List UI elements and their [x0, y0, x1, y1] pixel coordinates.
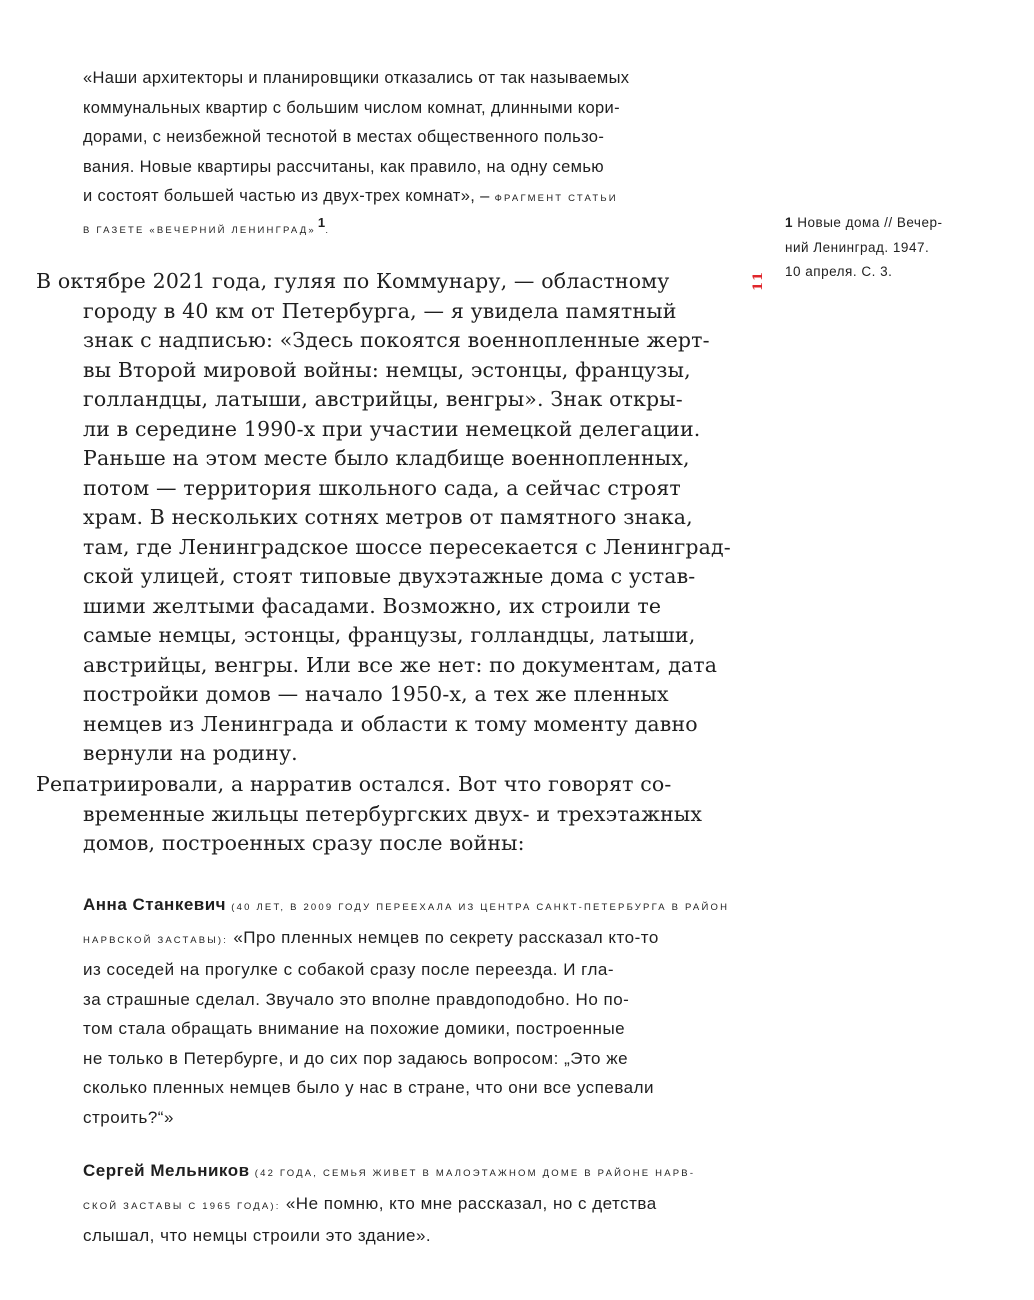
quote-text: «Не помню, кто мне рассказал, но с детства: [285, 1193, 657, 1213]
paragraph-line: знак с надписью: «Здесь покоятся военнопленные жерт-: [83, 328, 710, 352]
paragraph-line: австрийцы, венгры. Или все же нет: по документам, дата: [83, 652, 718, 677]
quote-line: строить?“»: [83, 1107, 174, 1127]
epigraph-quote: [83, 64, 743, 245]
speaker-bio: НАРВСКОЙ ЗАСТАВЫ):: [83, 934, 229, 946]
epigraph-line: [83, 214, 743, 246]
footnote-sidenote: [785, 211, 985, 285]
speaker-bio: (40 ЛЕТ, В 2009 ГОДУ ПЕРЕЕХАЛА ИЗ ЦЕНТРА САНКТ-ПЕТЕРБУРГА В РАЙОН: [231, 902, 730, 913]
quote-line: за страшные сделал. Звучало это вполне правдоподобно. Но по-: [83, 989, 630, 1009]
page-number: 11: [751, 270, 766, 291]
epigraph-line: коммунальных квартир с большим числом комнат, длинными кори-: [83, 98, 620, 117]
paragraph-line: постройки домов — начало 1950-х, а тех же пленных: [83, 682, 669, 706]
body-paragraph: [36, 770, 756, 859]
paragraph-line: немцев из Ленинграда и области к тому моменту давно: [83, 711, 698, 736]
quote-line: не только в Петербурге, и до сих пор задаюсь вопросом: „Это же: [83, 1048, 629, 1068]
epigraph-source: ФРАГМЕНТ СТАТЬИ: [494, 193, 618, 204]
paragraph-line: В октябре 2021 года, гуляя по Коммунару, — областному: [36, 269, 670, 293]
paragraph-line: Раньше на этом месте было кладбище военнопленных,: [83, 446, 690, 470]
paragraph-line: вы Второй мировой войны: немцы, эстонцы, французы,: [83, 357, 691, 382]
paragraph-line: потом — территория школьного сада, а сейчас строят: [83, 475, 681, 500]
footnote-number: 1: [785, 215, 794, 230]
footnote-line: 10 апреля. С. 3.: [785, 264, 893, 279]
epigraph-line: дорами, с неизбежной теснотой в местах общественного пользо-: [83, 128, 605, 146]
epigraph-line: вания. Новые квартиры рассчитаны, как правило, на одну семью: [83, 157, 605, 176]
paragraph-line: ли в середине 1990-х при участии немецкой делегации.: [83, 416, 701, 441]
quote-line: том стала обращать внимание на похожие домики, построенные: [83, 1019, 626, 1038]
epigraph-period: .: [325, 224, 331, 236]
paragraph-line: временные жильцы петербургских двух- и трехэтажных: [83, 801, 703, 826]
paragraph-line: самые немцы, эстонцы, французы, голландцы, латыши,: [83, 623, 696, 647]
paragraph-line: шими желтыми фасадами. Возможно, их строили те: [83, 593, 662, 618]
epigraph-line: «Наши архитекторы и планировщики отказались от так называемых: [83, 69, 630, 87]
epigraph-source: В ГАЗЕТЕ «ВЕЧЕРНИЙ ЛЕНИНГРАД»: [83, 224, 316, 236]
speaker-bio: СКОЙ ЗАСТАВЫ С 1965 ГОДА):: [83, 1200, 281, 1212]
footnote-line: [785, 211, 985, 236]
quote-line: [83, 1156, 763, 1189]
footnote-reference[interactable]: 1: [317, 214, 326, 230]
paragraph-line: там, где Ленинградское шоссе пересекается с Ленинград-: [83, 534, 731, 559]
body-paragraph: [36, 267, 756, 769]
paragraph-line: городу в 40 км от Петербурга, — я увидела памятный: [83, 298, 677, 323]
quote-line: [83, 890, 763, 923]
interview-quote: [83, 1156, 763, 1251]
footnote-text: Новые дома // Вечер-: [797, 215, 943, 230]
quote-line: из соседей на прогулке с собакой сразу после переезда. И гла-: [83, 960, 615, 979]
epigraph-text: и состоят большей частью из двух-трех комнат», –: [83, 187, 490, 205]
paragraph-line: голландцы, латыши, австрийцы, венгры». Знак откры-: [83, 387, 683, 411]
quote-line: [83, 923, 763, 956]
quote-line: слышал, что немцы строили это здание».: [83, 1226, 432, 1245]
paragraph-line: Репатриировали, а нарратив остался. Вот что говорят со-: [36, 772, 672, 796]
speaker-bio: (42 ГОДА, СЕМЬЯ ЖИВЕТ В МАЛОЭТАЖНОМ ДОМЕ В РАЙОНЕ НАРВ-: [254, 1168, 696, 1179]
quote-text: «Про пленных немцев по секрету рассказал кто-то: [233, 927, 659, 947]
speaker-name: Сергей Мельников: [83, 1161, 250, 1180]
paragraph-line: вернули на родину.: [83, 741, 298, 765]
quote-line: сколько пленных немцев было у нас в стране, что они все успевали: [83, 1078, 655, 1097]
quote-line: [83, 1189, 763, 1222]
paragraph-line: храм. В нескольких сотнях метров от памятного знака,: [83, 505, 693, 529]
speaker-name: Анна Станкевич: [83, 895, 227, 914]
interview-quote: [83, 890, 763, 1132]
paragraph-line: ской улицей, стоят типовые двухэтажные дома с устав-: [83, 564, 696, 588]
epigraph-line: [83, 182, 743, 214]
footnote-line: ний Ленинград. 1947.: [785, 239, 930, 255]
paragraph-line: домов, построенных сразу после войны:: [83, 831, 525, 855]
